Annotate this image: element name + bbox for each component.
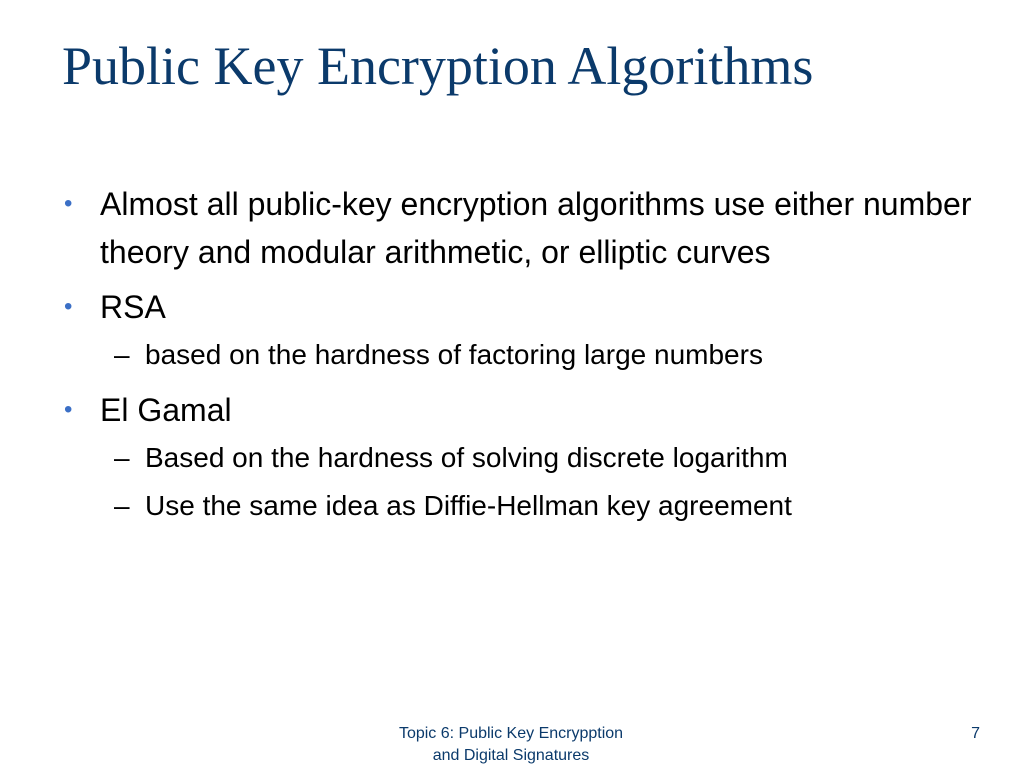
bullet-icon: • <box>64 293 73 320</box>
sub-bullet-item <box>62 434 982 482</box>
slide-title: Public Key Encryption Algorithms <box>62 36 814 96</box>
sub-bullet-list <box>100 434 982 530</box>
sub-bullet-item <box>62 482 982 530</box>
bullet-icon: • <box>64 396 73 423</box>
bullet-text: El Gamal <box>100 392 232 428</box>
sub-bullet-text: based on the hardness of factoring large numbers <box>145 339 763 370</box>
footer-topic <box>340 723 682 767</box>
bullet-text: Almost all public-key encryption algorithms use either number theory and modular arithmetic, or elliptic curves <box>100 186 972 270</box>
bullet-text: RSA <box>100 289 166 325</box>
dash-icon: – <box>114 442 130 473</box>
slide-body <box>62 180 982 537</box>
sub-bullet-item <box>62 331 982 379</box>
footer-line-2: and Digital Signatures <box>432 747 590 764</box>
sub-bullet-list <box>100 331 982 379</box>
page-number: 7 <box>971 725 980 742</box>
sub-bullet-text: Use the same idea as Diffie-Hellman key agreement <box>145 490 792 521</box>
bullet-item <box>62 386 982 530</box>
bullet-item <box>62 180 982 276</box>
bullet-list <box>62 180 982 530</box>
dash-icon: – <box>114 490 130 521</box>
dash-icon: – <box>114 339 130 370</box>
sub-bullet-text: Based on the hardness of solving discrete logarithm <box>145 442 788 473</box>
footer-line-1: Topic 6: Public Key Encrypption <box>398 725 624 742</box>
bullet-item <box>62 283 982 379</box>
bullet-icon: • <box>64 190 73 217</box>
